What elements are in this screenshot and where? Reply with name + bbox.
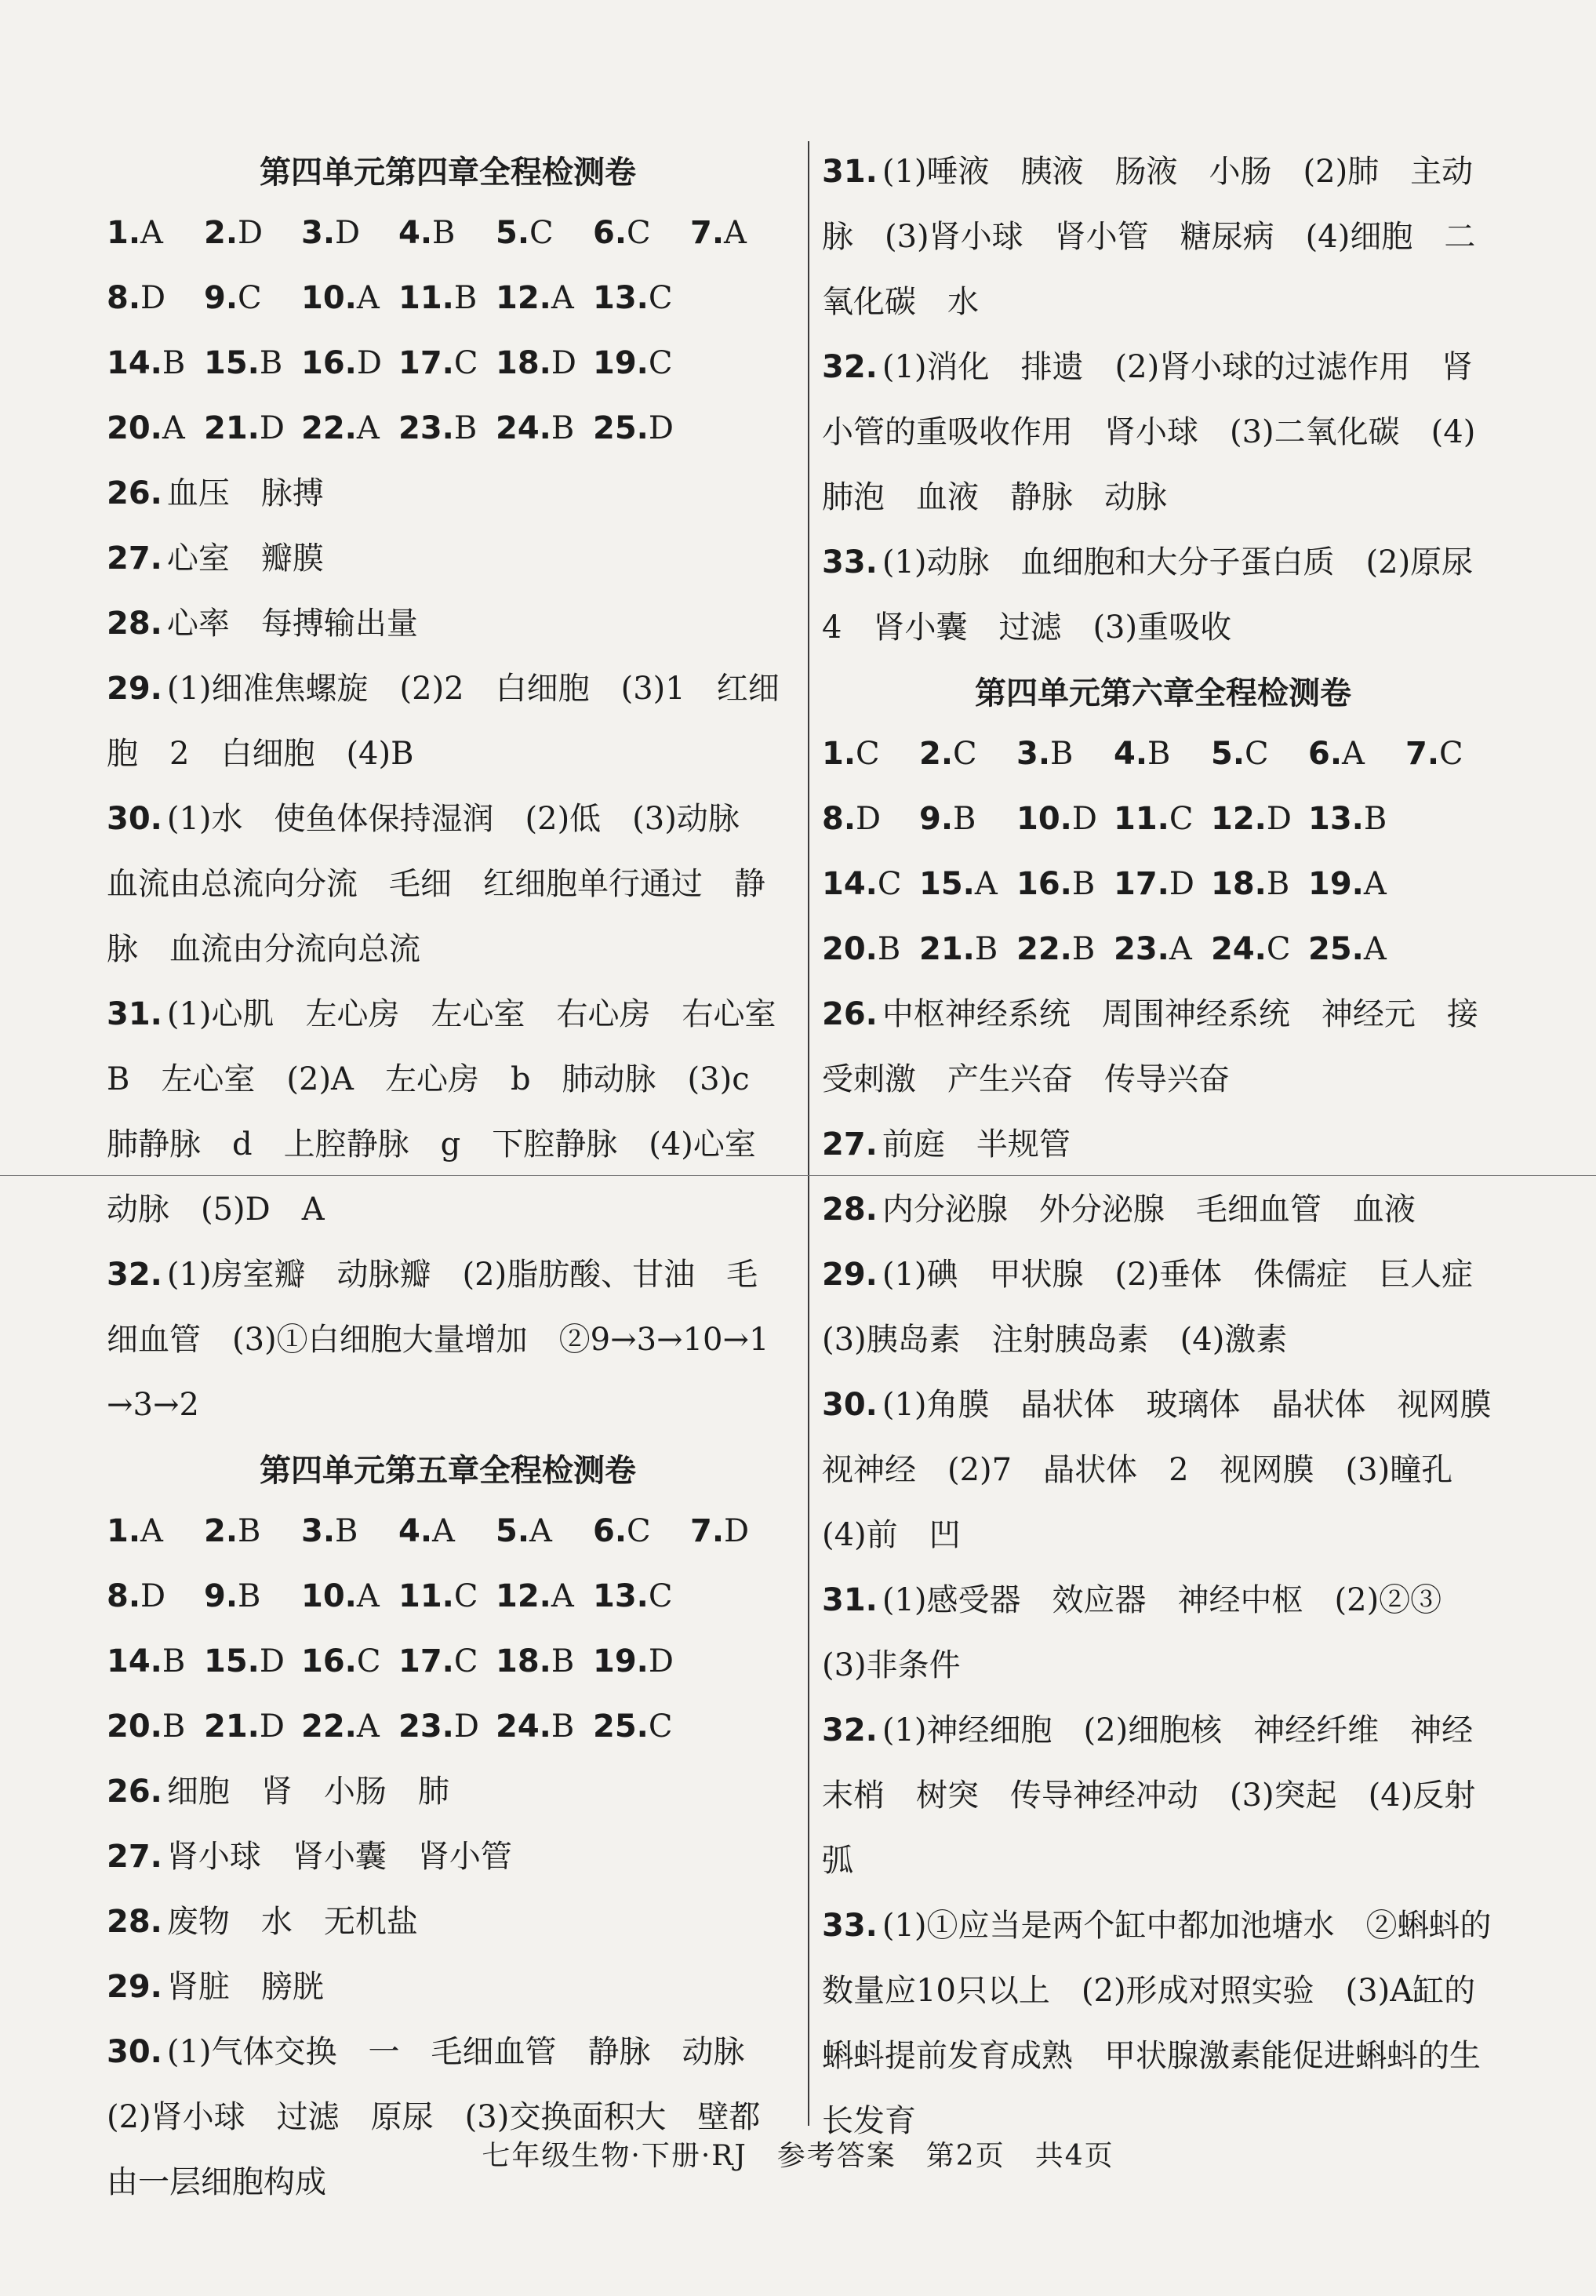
- answer-item: [822, 530, 1504, 660]
- mc-answer: 1.C: [822, 736, 880, 772]
- column-divider: [808, 141, 809, 2126]
- question-number: 30.: [107, 801, 162, 837]
- mc-row: [107, 1499, 789, 1564]
- question-number: 26.: [822, 996, 878, 1032]
- question-number: 27.: [107, 1839, 162, 1875]
- mc-answer: 10.A: [301, 280, 380, 316]
- answer-text: 中枢神经系统 周围神经系统 神经元 接受刺激 产生兴奋 传导兴奋: [822, 996, 1478, 1097]
- answer-item: [822, 1243, 1504, 1373]
- question-number: 31.: [822, 154, 878, 190]
- answer-text: (1)消化 排遗 (2)肾小球的过滤作用 肾小管的重吸收作用 肾小球 (3)二氧化碳 (4)肺泡 血液 静脉 动脉: [822, 349, 1476, 515]
- mc-row: [822, 787, 1504, 852]
- mc-answer: 8.D: [107, 280, 166, 316]
- answer-item: [107, 657, 789, 787]
- answer-text: (1)气体交换 一 毛细血管 静脉 动脉 (2)肾小球 过滤 原尿 (3)交换面积大 壁都由一层细胞构成: [107, 2034, 776, 2200]
- answer-text: 血压 脉搏: [166, 475, 324, 511]
- mc-answer: 1.A: [107, 1513, 163, 1549]
- answer-text: (1)心肌 左心房 左心室 右心房 右心室 B 左心室 (2)A 左心房 b 肺动脉 (3)c 肺静脉 d 上腔静脉 g 下腔静脉 (4)心室 动脉 (5)D A: [107, 996, 808, 1228]
- mc-answer: 15.A: [919, 866, 998, 902]
- mc-row: [107, 201, 789, 266]
- answer-text: (1)①应当是两个缸中都加池塘水 ②蝌蚪的数量应10只以上 (2)形成对照实验 (3)A缸的蝌蚪提前发育成熟 甲状腺激素能促进蝌蚪的生长发育: [822, 1908, 1492, 2139]
- question-number: 30.: [822, 1387, 878, 1423]
- mc-row: [107, 396, 789, 461]
- mc-block-ch4: [107, 201, 789, 461]
- mc-answer: 8.D: [107, 1578, 166, 1614]
- question-number: 28.: [107, 606, 162, 642]
- answer-text: (1)神经细胞 (2)细胞核 神经纤维 神经末梢 树突 传导神经冲动 (3)突起 (4)反射弧: [822, 1712, 1476, 1879]
- mc-answer: 11.C: [1114, 801, 1194, 837]
- mc-row: [107, 266, 789, 331]
- mc-answer: 19.A: [1308, 866, 1387, 902]
- answer-text: 肾脏 膀胱: [166, 1969, 324, 2005]
- answer-item: [822, 335, 1504, 530]
- mc-answer: 23.A: [1114, 931, 1192, 967]
- mc-answer: 19.D: [593, 1643, 674, 1679]
- question-number: 30.: [107, 2034, 162, 2070]
- mc-answer: 6.C: [593, 215, 651, 251]
- mc-answer: 7.D: [690, 1513, 750, 1549]
- answer-item: [107, 461, 789, 526]
- mc-row: [107, 1694, 789, 1759]
- mc-answer: 21.B: [919, 931, 998, 967]
- mc-answer: 5.C: [1211, 736, 1269, 772]
- question-number: 26.: [107, 1774, 162, 1810]
- answer-item: [107, 787, 789, 982]
- mc-answer: 25.C: [593, 1708, 673, 1745]
- answer-text: 内分泌腺 外分泌腺 毛细血管 血液: [882, 1192, 1416, 1228]
- question-number: 29.: [107, 671, 162, 707]
- question-number: 33.: [822, 1908, 878, 1944]
- section-title-ch6: 第四单元第六章全程检测卷: [975, 675, 1351, 711]
- mc-answer: 9.B: [204, 1578, 261, 1614]
- answer-text: (1)房室瓣 动脉瓣 (2)脂肪酸、甘油 毛细血管 (3)①白细胞大量增加 ②9→3→10→1→3→2: [107, 1257, 769, 1423]
- mc-answer: 2.C: [919, 736, 977, 772]
- mc-answer: 17.D: [1114, 866, 1194, 902]
- mc-answer: 3.B: [301, 1513, 358, 1549]
- mc-answer: 14.B: [107, 1643, 186, 1679]
- mc-answer: 12.D: [1211, 801, 1292, 837]
- mc-row: [822, 722, 1504, 787]
- mc-answer: 4.B: [398, 215, 456, 251]
- mc-answer: 18.B: [496, 1643, 575, 1679]
- mc-answer: 13.C: [593, 1578, 673, 1614]
- mc-answer: 25.D: [593, 410, 674, 446]
- mc-answer: 11.C: [398, 1578, 478, 1614]
- mc-answer: 6.C: [593, 1513, 651, 1549]
- answer-item: [107, 1890, 789, 1955]
- mc-answer: 25.A: [1308, 931, 1387, 967]
- question-number: 26.: [107, 475, 162, 511]
- answer-text: (1)唾液 胰液 肠液 小肠 (2)肺 主动脉 (3)肾小球 肾小管 糖尿病 (4)细胞 二氧化碳 水: [822, 154, 1476, 320]
- mc-answer: 12.A: [496, 1578, 574, 1614]
- mc-answer: 24.B: [496, 410, 575, 446]
- mc-answer: 13.C: [593, 280, 673, 316]
- question-number: 29.: [107, 1969, 162, 2005]
- mc-answer: 7.C: [1405, 736, 1463, 772]
- answer-text: (1)细准焦螺旋 (2)2 白细胞 (3)1 红细胞 2 白细胞 (4)B: [107, 671, 780, 772]
- question-number: 28.: [822, 1192, 878, 1228]
- mc-answer: 4.A: [398, 1513, 455, 1549]
- mc-answer: 22.B: [1016, 931, 1096, 967]
- mc-answer: 16.C: [301, 1643, 381, 1679]
- mc-answer: 12.A: [496, 280, 574, 316]
- question-number: 27.: [822, 1126, 878, 1163]
- mc-answer: 3.D: [301, 215, 361, 251]
- mc-answer: 14.C: [822, 866, 902, 902]
- question-number: 27.: [107, 540, 162, 577]
- answer-item: [822, 1177, 1504, 1243]
- answer-text: (1)角膜 晶状体 玻璃体 晶状体 视网膜 视神经 (2)7 晶状体 2 视网膜 (3)瞳孔 (4)前 凹: [822, 1387, 1523, 1553]
- answer-text: 细胞 肾 小肠 肺: [166, 1774, 449, 1810]
- mc-answer: 17.C: [398, 1643, 478, 1679]
- mc-answer: 6.A: [1308, 736, 1365, 772]
- answer-item: [822, 1894, 1504, 2154]
- answer-text: (1)感受器 效应器 神经中枢 (2)②③ (3)非条件: [822, 1582, 1474, 1683]
- mc-answer: 7.A: [690, 215, 747, 251]
- answer-item: [107, 1825, 789, 1890]
- section-title-ch5: 第四单元第五章全程检测卷: [260, 1453, 636, 1489]
- question-number: 32.: [107, 1257, 162, 1293]
- mc-answer: 16.B: [1016, 866, 1096, 902]
- mc-answer: 20.B: [822, 931, 901, 967]
- mc-answer: 5.A: [496, 1513, 552, 1549]
- mc-answer: 15.B: [204, 345, 283, 381]
- mc-answer: 5.C: [496, 215, 554, 251]
- answer-text: 心率 每搏输出量: [166, 606, 418, 642]
- mc-answer: 14.B: [107, 345, 186, 381]
- question-number: 28.: [107, 1904, 162, 1940]
- mc-answer: 1.A: [107, 215, 163, 251]
- question-number: 33.: [822, 544, 878, 580]
- mc-row: [107, 1564, 789, 1629]
- right-column: [822, 140, 1523, 2154]
- mc-answer: 2.D: [204, 215, 264, 251]
- mc-answer: 20.A: [107, 410, 185, 446]
- answer-text: 肾小球 肾小囊 肾小管: [166, 1839, 512, 1875]
- mc-answer: 2.B: [204, 1513, 261, 1549]
- answer-item: [107, 1759, 789, 1825]
- page-footer: 七年级生物·下册·RJ 参考答案 第2页 共4页: [482, 2140, 1114, 2172]
- mc-answer: 19.C: [593, 345, 673, 381]
- mc-answer: 18.B: [1211, 866, 1290, 902]
- answer-item: [107, 591, 789, 657]
- mc-row: [822, 852, 1504, 917]
- answer-item: [822, 140, 1504, 335]
- mc-answer: 9.C: [204, 280, 262, 316]
- question-number: 31.: [822, 1582, 878, 1618]
- mc-answer: 21.D: [204, 410, 285, 446]
- answer-item: [822, 1698, 1504, 1894]
- mc-row: [107, 331, 789, 396]
- mc-answer: 10.D: [1016, 801, 1097, 837]
- answer-item: [822, 982, 1504, 1112]
- answer-item: [107, 1243, 789, 1438]
- mc-row: [107, 1629, 789, 1694]
- mc-answer: 9.B: [919, 801, 976, 837]
- mc-answer: 15.D: [204, 1643, 285, 1679]
- mc-answer: 24.B: [496, 1708, 575, 1745]
- mc-answer: 21.D: [204, 1708, 285, 1745]
- mc-row: [822, 917, 1504, 982]
- question-number: 32.: [822, 1712, 878, 1748]
- answer-item: [107, 1955, 789, 2020]
- answer-text: (1)动脉 血细胞和大分子蛋白质 (2)原尿 4 肾小囊 过滤 (3)重吸收: [822, 544, 1505, 646]
- mc-answer: 10.A: [301, 1578, 380, 1614]
- mc-block-ch5: [107, 1499, 789, 1759]
- mc-answer: 4.B: [1114, 736, 1171, 772]
- answer-text: (1)碘 甲状腺 (2)垂体 侏儒症 巨人症 (3)胰岛素 注射胰岛素 (4)激素: [822, 1257, 1505, 1358]
- answer-item: [107, 2020, 789, 2215]
- mc-answer: 22.A: [301, 410, 380, 446]
- section-title-ch4: 第四单元第四章全程检测卷: [260, 155, 636, 191]
- mc-answer: 18.D: [496, 345, 576, 381]
- answer-item: [107, 982, 808, 1243]
- question-number: 31.: [107, 996, 162, 1032]
- answer-item: [822, 1568, 1504, 1698]
- mc-answer: 24.C: [1211, 931, 1291, 967]
- answer-text: 废物 水 无机盐: [166, 1904, 418, 1940]
- mc-answer: 8.D: [822, 801, 882, 837]
- mc-answer: 23.D: [398, 1708, 479, 1745]
- mc-answer: 20.B: [107, 1708, 186, 1745]
- question-number: 32.: [822, 349, 878, 385]
- mc-answer: 23.B: [398, 410, 478, 446]
- answer-text: (1)水 使鱼体保持湿润 (2)低 (3)动脉 血流由总流向分流 毛细 红细胞单行通过 静脉 血流由分流向总流: [107, 801, 771, 967]
- answer-text: 前庭 半规管: [882, 1126, 1071, 1163]
- answer-text: 心室 瓣膜: [166, 540, 324, 577]
- mc-answer: 16.D: [301, 345, 382, 381]
- mc-answer: 11.B: [398, 280, 478, 316]
- mc-block-ch6: [822, 722, 1504, 982]
- answer-item: [822, 1373, 1523, 1568]
- mc-answer: 13.B: [1308, 801, 1387, 837]
- question-number: 29.: [822, 1257, 878, 1293]
- answer-item: [822, 1112, 1504, 1177]
- mc-answer: 3.B: [1016, 736, 1074, 772]
- mc-answer: 22.A: [301, 1708, 380, 1745]
- mc-answer: 17.C: [398, 345, 478, 381]
- answer-item: [107, 526, 789, 591]
